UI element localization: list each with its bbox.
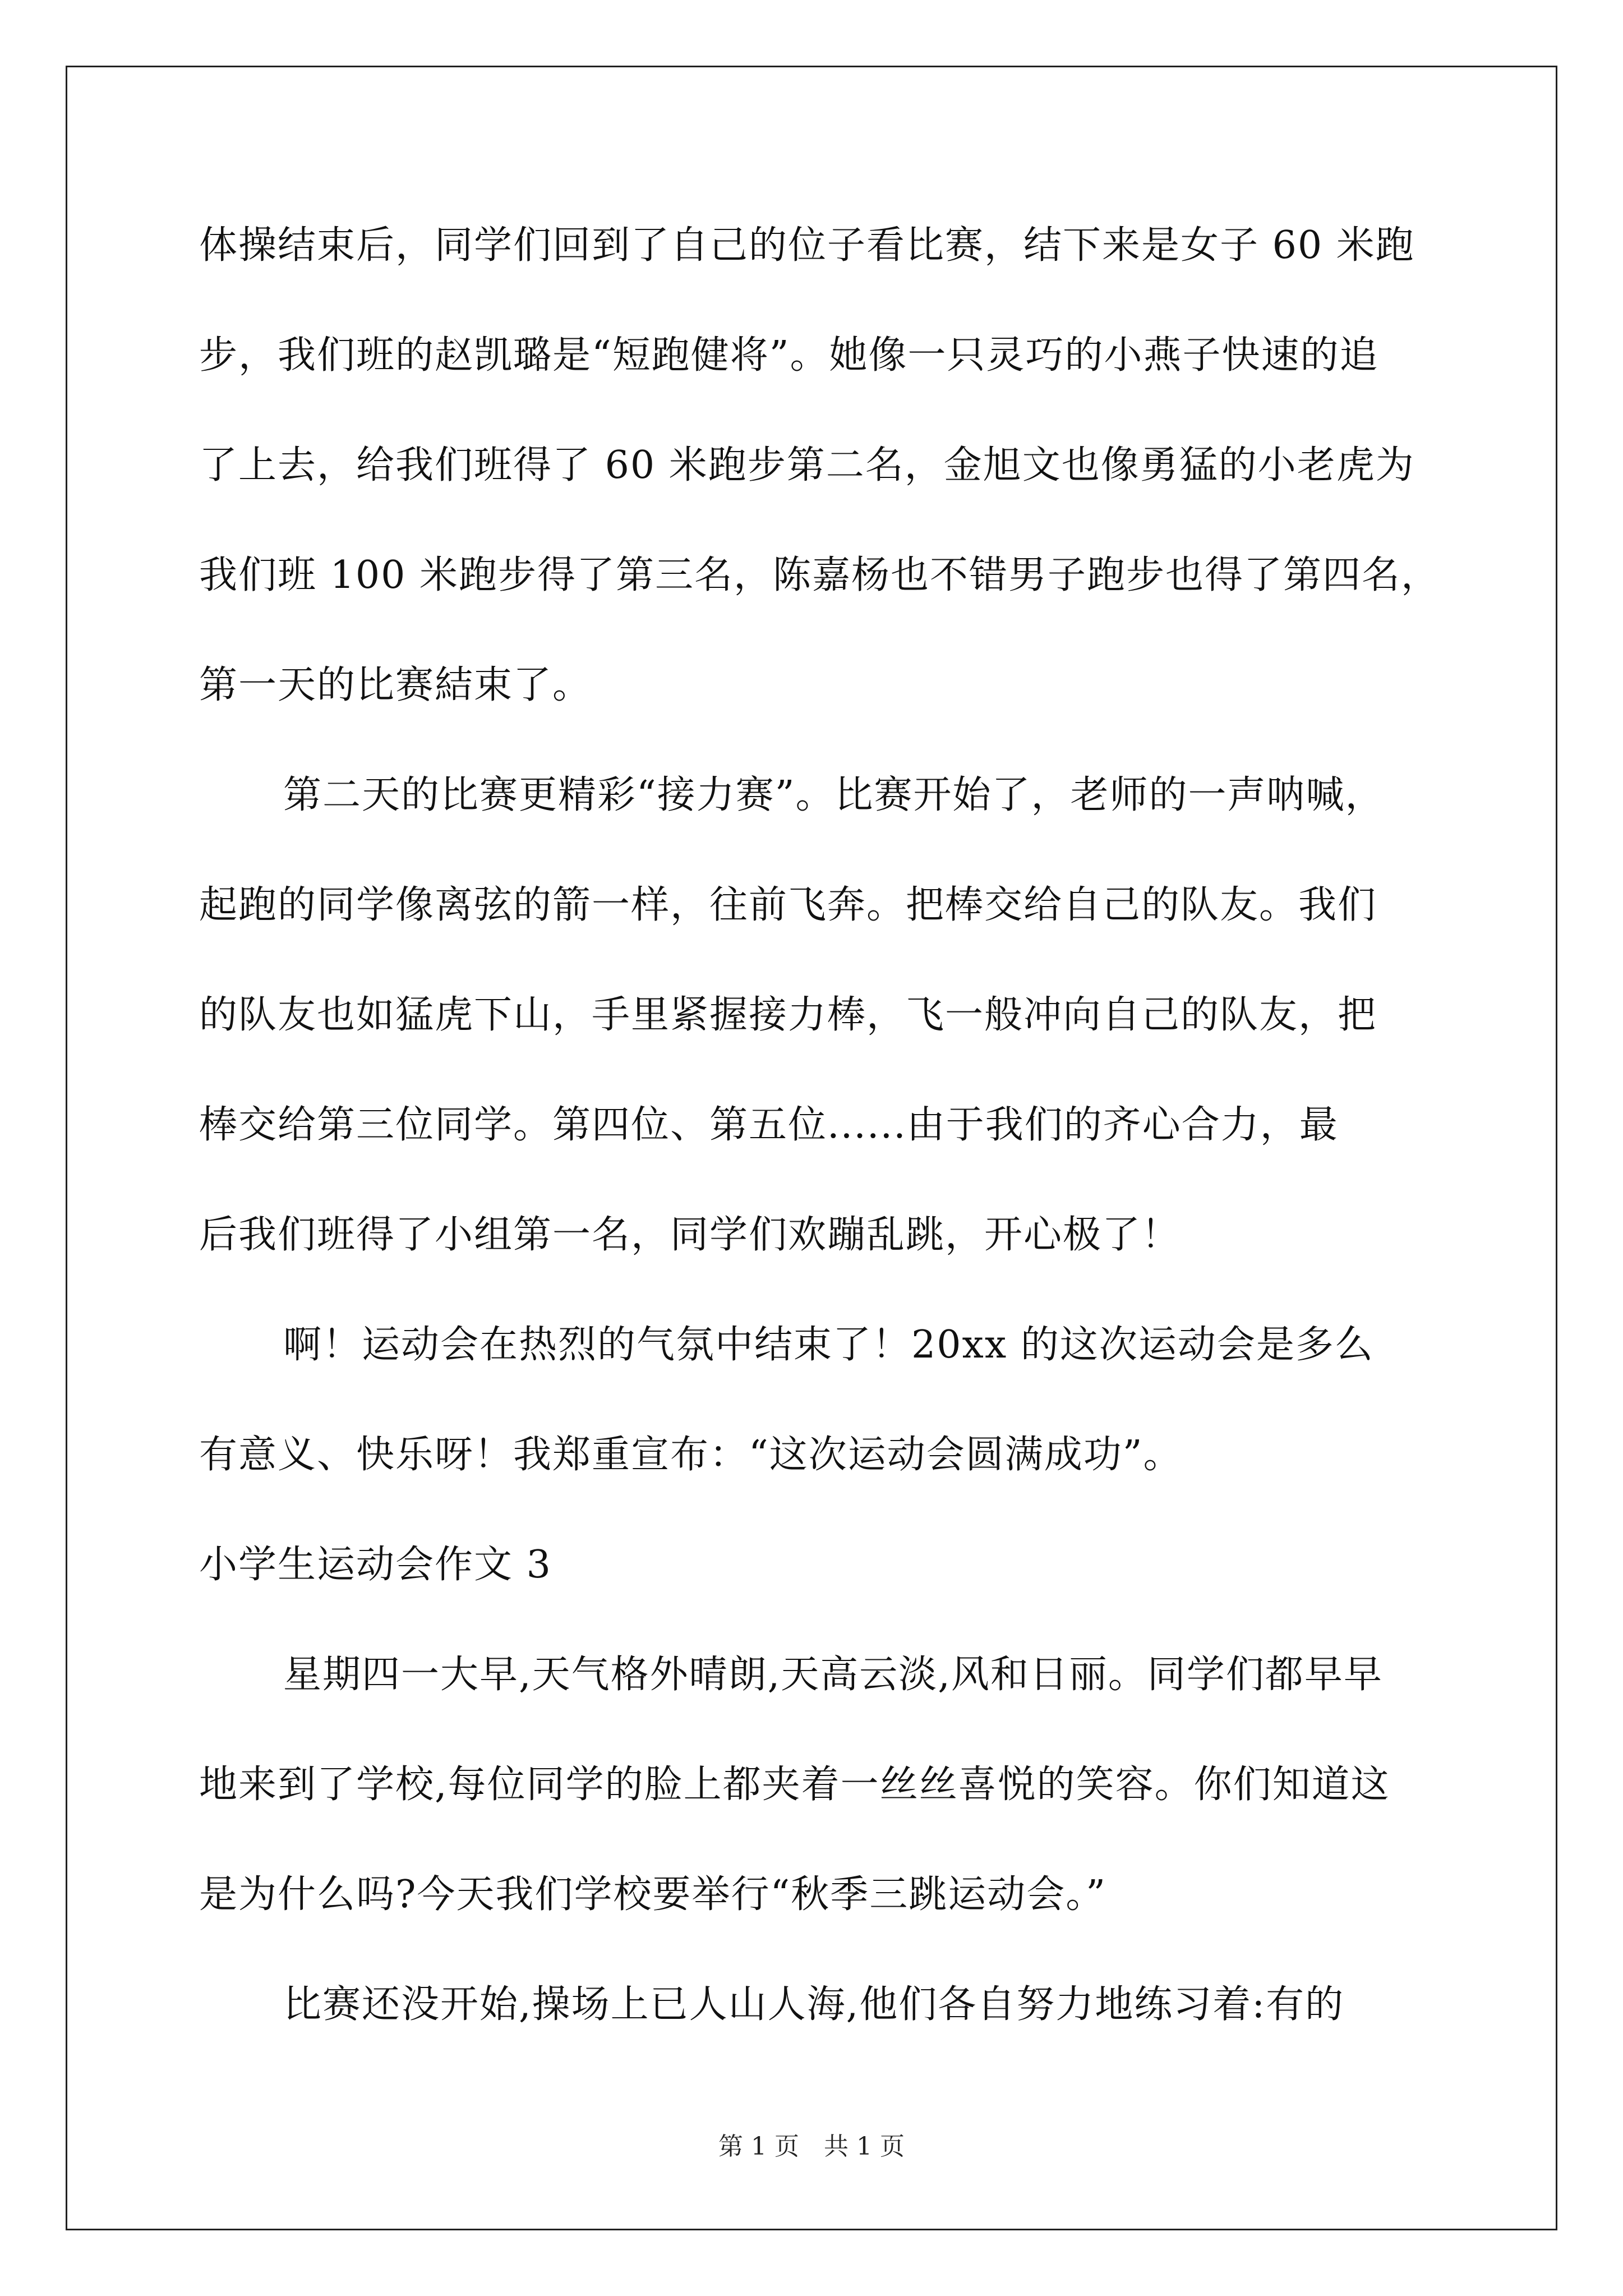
text-line: 地来到了学校,每位同学的脸上都夹着一丝丝喜悦的笑容。你们知道这 — [199, 1763, 1390, 1807]
text-line: 是为什么吗?今天我们学校要举行“秋季三跳运动会。” — [199, 1872, 1106, 1917]
text-line: 比赛还没开始,操场上已人山人海,他们各自努力地练习着:有的 — [283, 1982, 1345, 2027]
text-line: 啊！运动会在热烈的气氛中结束了！20xx 的这次运动会是多么 — [283, 1323, 1374, 1367]
text-line: 棒交给第三位同学。第四位、第五位......由于我们的齐心合力，最 — [199, 1103, 1339, 1147]
text-line: 星期四一大早,天气格外晴朗,天高云淡,风和日丽。同学们都早早 — [283, 1653, 1383, 1697]
text-line: 体操结束后，同学们回到了自己的位子看比赛，结下来是女子 60 米跑 — [199, 223, 1415, 268]
section-heading: 小学生运动会作文 3 — [199, 1543, 552, 1587]
text-line: 了上去，给我们班得了 60 米跑步第二名，金旭文也像勇猛的小老虎为 — [199, 443, 1415, 487]
text-line: 第一天的比赛結束了。 — [199, 663, 592, 707]
text-line: 的队友也如猛虎下山，手里紧握接力棒，飞一般冲向自己的队友，把 — [199, 993, 1377, 1037]
page-footer: 第 1 页 共 1 页 — [718, 2132, 905, 2161]
text-line: 有意义、快乐呀！我郑重宣布：“这次运动会圆满成功”。 — [199, 1433, 1183, 1477]
text-line: 第二天的比赛更精彩“接力赛”。比赛开始了，老师的一声呐喊， — [283, 773, 1385, 817]
text-line: 起跑的同学像离弦的箭一样，往前飞奔。把棒交给自己的队友。我们 — [199, 883, 1377, 927]
text-line: 步，我们班的赵凯璐是“短跑健将”。她像一只灵巧的小燕子快速的追 — [199, 333, 1379, 378]
text-line: 我们班 100 米跑步得了第三名，陈嘉杨也不错男子跑步也得了第四名， — [199, 553, 1441, 597]
document-body — [199, 191, 1441, 2060]
text-line: 后我们班得了小组第一名，同学们欢蹦乱跳，开心极了！ — [199, 1213, 1181, 1257]
